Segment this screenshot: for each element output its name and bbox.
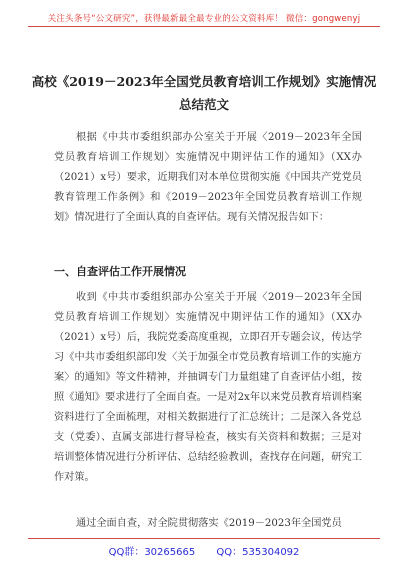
section-heading: 一、自查评估工作开展情况	[54, 265, 186, 278]
paragraph-intro: 根据《中共市委组织部办公室关于开展〈2019－2023年全国党员教育培训工作规划〉实施情况中期评估工作的通知》（XX办（2021）x号）要求，近期我们对本单位贯彻实施《中国共产党党员教育管理工作条例》和《2019－2023年全国党员教育培训工作规划》情况进行了全面认真的自查评估。现有关情况报告如下：	[54, 132, 362, 223]
document-title: 高校《2019－2023年全国党员教育培训工作规划》实施情况总结范文	[31, 74, 377, 112]
header-divider	[28, 26, 380, 27]
paragraph-body: 收到《中共市委组织部办公室关于开展〈2019－2023年全国党员教育培训工作规划〉实施情况中期评估工作的通知》（XX办（2021）x号）后，我院党委高度重视，立即召开专题会议，传达学习《中共市委组织部印发〈关于加强全市党员教育培训工作的实施方案〉的通知》等文件精神，并抽调专门力量组建了自查评估小组，按照《通知》要求进行了全面自查。一是对2x年以来党员教育培训档案资料进行了全面梳理，对相关数据进行了汇总统计；二是深入各党总支（党委）、直属支部进行督导检查，核实有关资料和数据；三是对培训整体情况进行分析评估、总结经验教训，查找存在问题，研究工作对策。	[54, 292, 362, 483]
paragraph-continued: 通过全面自查，对全院贯彻落实《2019－2023年全国党员	[76, 518, 342, 529]
header-note: 关注头条号“公文研究”，获得最新最全最专业的公文资料库！ 微信：gongwenyj	[47, 14, 361, 24]
footer-divider	[28, 538, 380, 539]
footer-qq: QQ：535304092	[216, 547, 300, 558]
footer-qq-group: QQ群：30265665	[108, 547, 196, 558]
footer-contact	[0, 543, 408, 558]
